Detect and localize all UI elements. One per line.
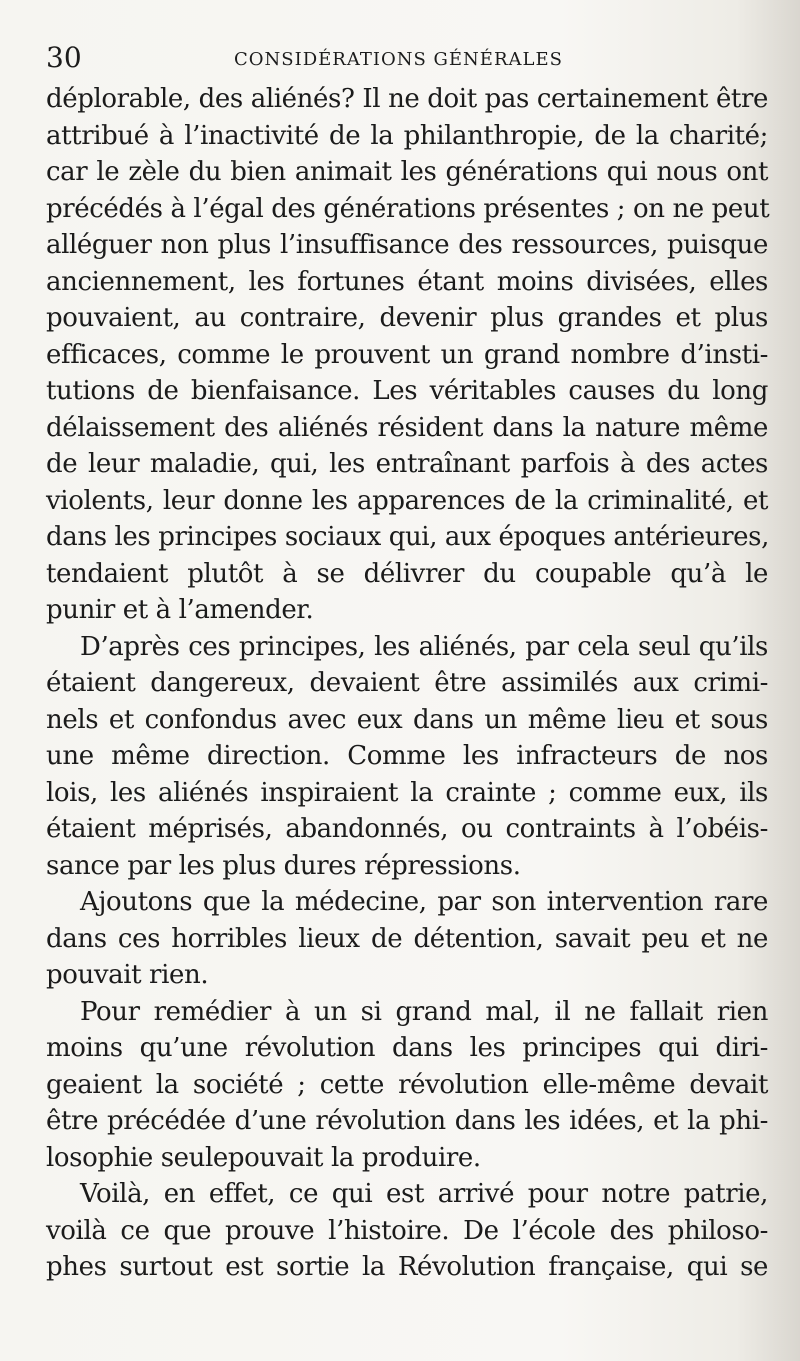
text-line: phes surtout est sortie la Révolution française, qui se bbox=[46, 1252, 768, 1282]
text-line: précédés à l’égal des générations présentes ; on ne peut bbox=[46, 193, 770, 224]
text-line: Voilà, en effet, ce qui est arrivé pour notre patrie, bbox=[80, 1179, 768, 1209]
text-line: dans les principes sociaux qui, aux époques antérieures, bbox=[46, 522, 769, 552]
text-line: voilà ce que prouve l’histoire. De l’école des philoso- bbox=[46, 1215, 768, 1246]
text-line: tutions de bienfaisance. Les véritables causes du long bbox=[46, 376, 768, 406]
text-line: violents, leur donne les apparences de la criminalité, et bbox=[46, 485, 768, 516]
running-head: CONSIDÉRATIONS GÉNÉRALES bbox=[234, 49, 563, 70]
text-line: délaissement des aliénés résident dans la nature même bbox=[46, 412, 768, 443]
text-line: moins qu’une révolution dans les principes qui diri- bbox=[46, 1033, 768, 1063]
text-line: losophie seulepouvait la produire. bbox=[46, 1142, 481, 1173]
page-header bbox=[46, 40, 766, 80]
text-line: lois, les aliénés inspiraient la crainte ; comme eux, ils bbox=[46, 777, 768, 808]
text-line: attribué à l’inactivité de la philanthropie, de la charité; bbox=[46, 120, 768, 151]
text-line: Ajoutons que la médecine, par son intervention rare bbox=[80, 887, 768, 917]
text-line: être précédée d’une révolution dans les idées, et la phi- bbox=[46, 1106, 768, 1136]
text-line: étaient méprisés, abandonnés, ou contraints à l’obéis- bbox=[46, 814, 768, 844]
text-line: étaient dangereux, devaient être assimilés aux crimi- bbox=[46, 668, 768, 698]
text-line: pouvaient, au contraire, devenir plus grandes et plus bbox=[46, 303, 768, 333]
text-line: Pour remédier à un si grand mal, il ne fallait rien bbox=[80, 996, 768, 1027]
text-line: punir et à l’amender. bbox=[46, 595, 314, 625]
text-line: anciennement, les fortunes étant moins divisées, elles bbox=[46, 266, 768, 297]
text-line: alléguer non plus l’insuffisance des ressources, puisque bbox=[46, 230, 768, 260]
text-line: dans ces horribles lieux de détention, savait peu et ne bbox=[46, 923, 768, 954]
text-line: nels et confondus avec eux dans un même lieu et sous bbox=[46, 704, 768, 735]
text-line: tendaient plutôt à se délivrer du coupable qu’à le bbox=[46, 558, 768, 589]
text-line: car le zèle du bien animait les générations qui nous ont bbox=[46, 157, 768, 187]
text-line: une même direction. Comme les infracteurs de nos bbox=[46, 741, 768, 771]
text-line: sance par les plus dures répressions. bbox=[46, 850, 521, 881]
text-line: déplorable, des aliénés? Il ne doit pas certainement être bbox=[46, 84, 768, 114]
text-line: de leur maladie, qui, les entraînant parfois à des actes bbox=[46, 449, 768, 479]
text-line: D’après ces principes, les aliénés, par cela seul qu’ils bbox=[80, 631, 768, 662]
body-text bbox=[46, 81, 768, 1286]
text-line: geaient la société ; cette révolution elle-même devait bbox=[46, 1069, 768, 1100]
text-line: efficaces, comme le prouvent un grand nombre d’insti- bbox=[46, 339, 768, 370]
page-number: 30 bbox=[46, 41, 82, 74]
text-line: pouvait rien. bbox=[46, 960, 209, 990]
